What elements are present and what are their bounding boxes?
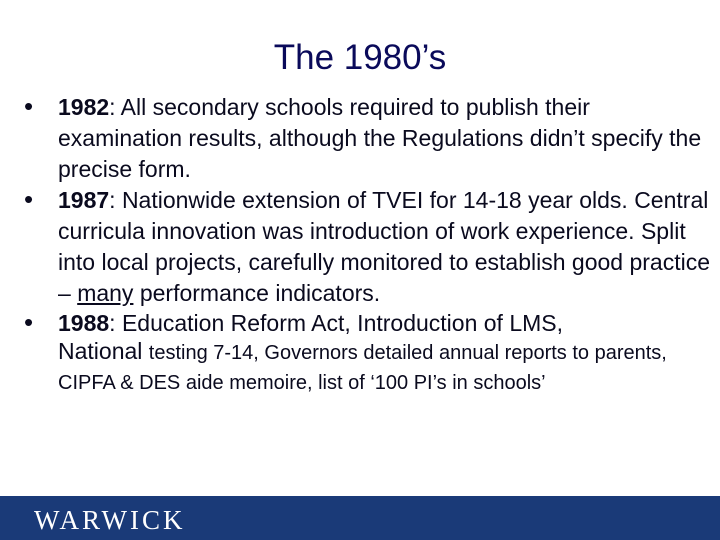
bullet-year: 1987 <box>58 187 110 213</box>
bullet-1987 <box>22 185 712 309</box>
bullet-text: : All secondary schools required to publish their examination results, although the Regulations didn’t specify the precise form. <box>58 94 702 182</box>
bullet-text: : Nationwide extension of TVEI for 14-18 year olds. Central curricula innovation was introduction of work experience. Split into local projects, carefully monitored to establish good practice – <box>58 187 711 306</box>
bullet-text: : Education Reform Act, Introduction of LMS, <box>109 310 564 336</box>
bullet-text-end: performance indicators. <box>133 280 381 306</box>
bullet-dot-icon: • <box>24 91 34 121</box>
bullet-emphasis: many <box>77 280 134 306</box>
bullet-text-continued: National <box>58 338 149 364</box>
slide-title: The 1980’s <box>273 38 447 77</box>
bullet-year: 1982 <box>58 94 110 120</box>
bullet-dot-icon: • <box>24 184 34 214</box>
bullet-list <box>22 92 712 397</box>
bullet-text-small: testing 7-14, Governors detailed annual reports to parents, CIPFA & DES aide memoire, list of ‘100 PI’s in schools’ <box>58 342 667 394</box>
bullet-1988 <box>22 309 712 397</box>
bullet-1982 <box>22 92 712 185</box>
warwick-logo: WARWICK <box>34 505 186 535</box>
bullet-dot-icon: • <box>24 307 34 337</box>
bullet-year: 1988 <box>58 310 110 336</box>
